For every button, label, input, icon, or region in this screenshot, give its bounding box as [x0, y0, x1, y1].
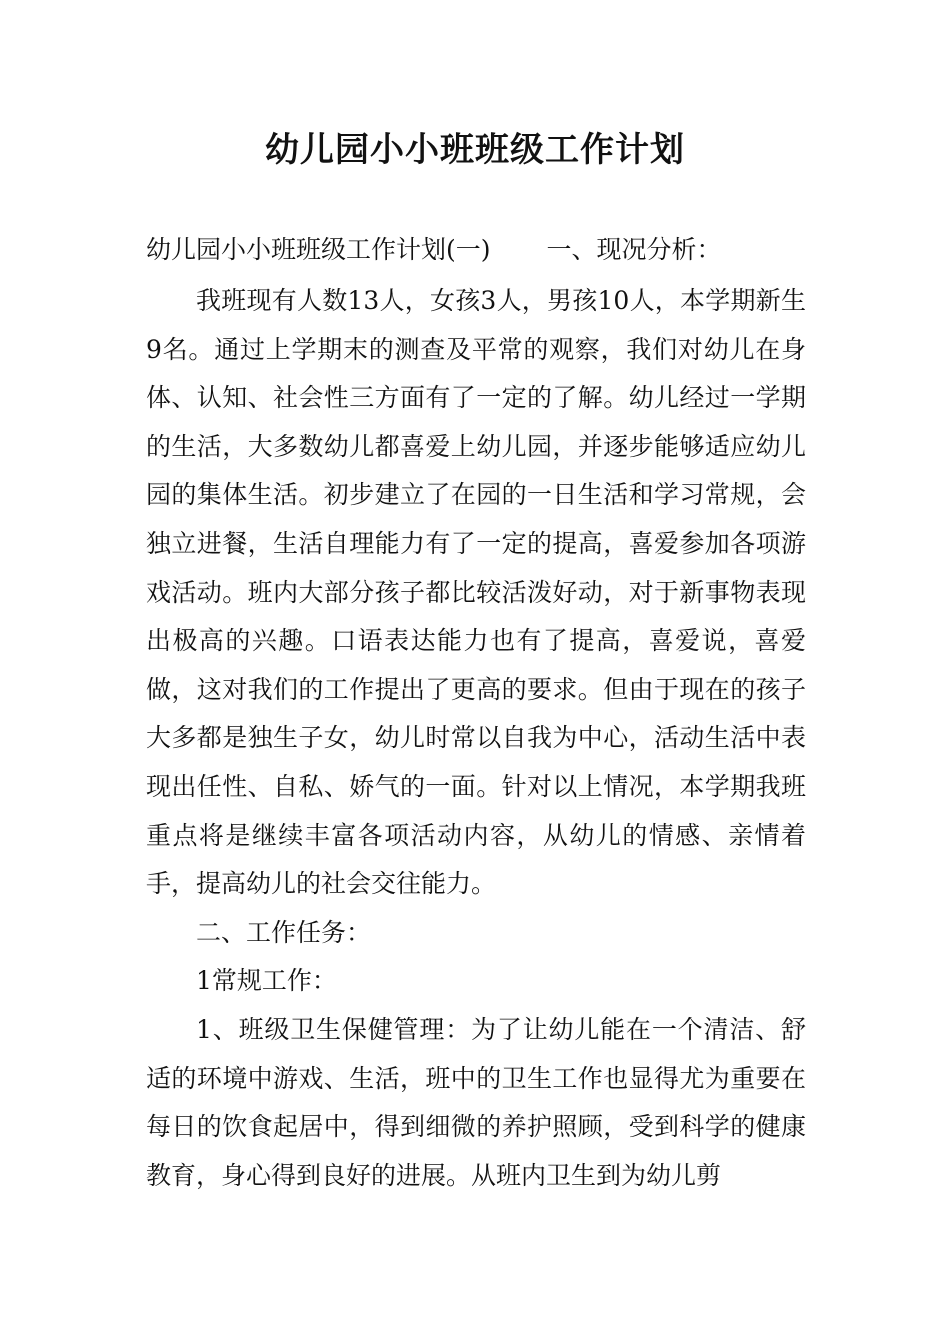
- paragraph-situation-analysis: 我班现有人数13人，女孩3人，男孩10人，本学期新生9名。通过上学期末的测查及平常的观察，我们对幼儿在身体、认知、社会性三方面有了一定的了解。幼儿经过一学期的生活，大多数幼儿都喜爱上幼儿园，并逐步能够适应幼儿园的集体生活。初步建立了在园的一日生活和学习常规，会独立进餐，生活自理能力有了一定的提高，喜爱参加各项游戏活动。班内大部分孩子都比较活泼好动，对于新事物表现出极高的兴趣。口语表达能力也有了提高，喜爱说，喜爱做，这对我们的工作提出了更高的要求。但由于现在的孩子大多都是独生子女，幼儿时常以自我为中心，活动生活中表现出任性、自私、娇气的一面。针对以上情况，本学期我班重点将是继续丰富各项活动内容，从幼儿的情感、亲情着手，提高幼儿的社会交往能力。: [146, 286, 806, 899]
- subsection-heading-routine: 1常规工作：: [196, 966, 337, 996]
- document-title: 幼儿园小小班班级工作计划: [265, 130, 685, 170]
- paragraph-hygiene-management: 1、班级卫生保健管理：为了让幼儿能在一个清洁、舒适的环境中游戏、生活，班中的卫生工作也显得尤为重要在每日的饮食起居中，得到细微的养护照顾，受到科学的健康教育，身心得到良好的进展。从班内卫生到为幼儿剪: [146, 1014, 806, 1190]
- section-heading-analysis: 一、现况分析：: [546, 235, 722, 264]
- section-subheading: [146, 226, 826, 274]
- plan-subtitle: 幼儿园小小班班级工作计划(一): [146, 235, 491, 264]
- section-heading-tasks: 二、工作任务：: [196, 917, 372, 947]
- document-body: [146, 277, 806, 1200]
